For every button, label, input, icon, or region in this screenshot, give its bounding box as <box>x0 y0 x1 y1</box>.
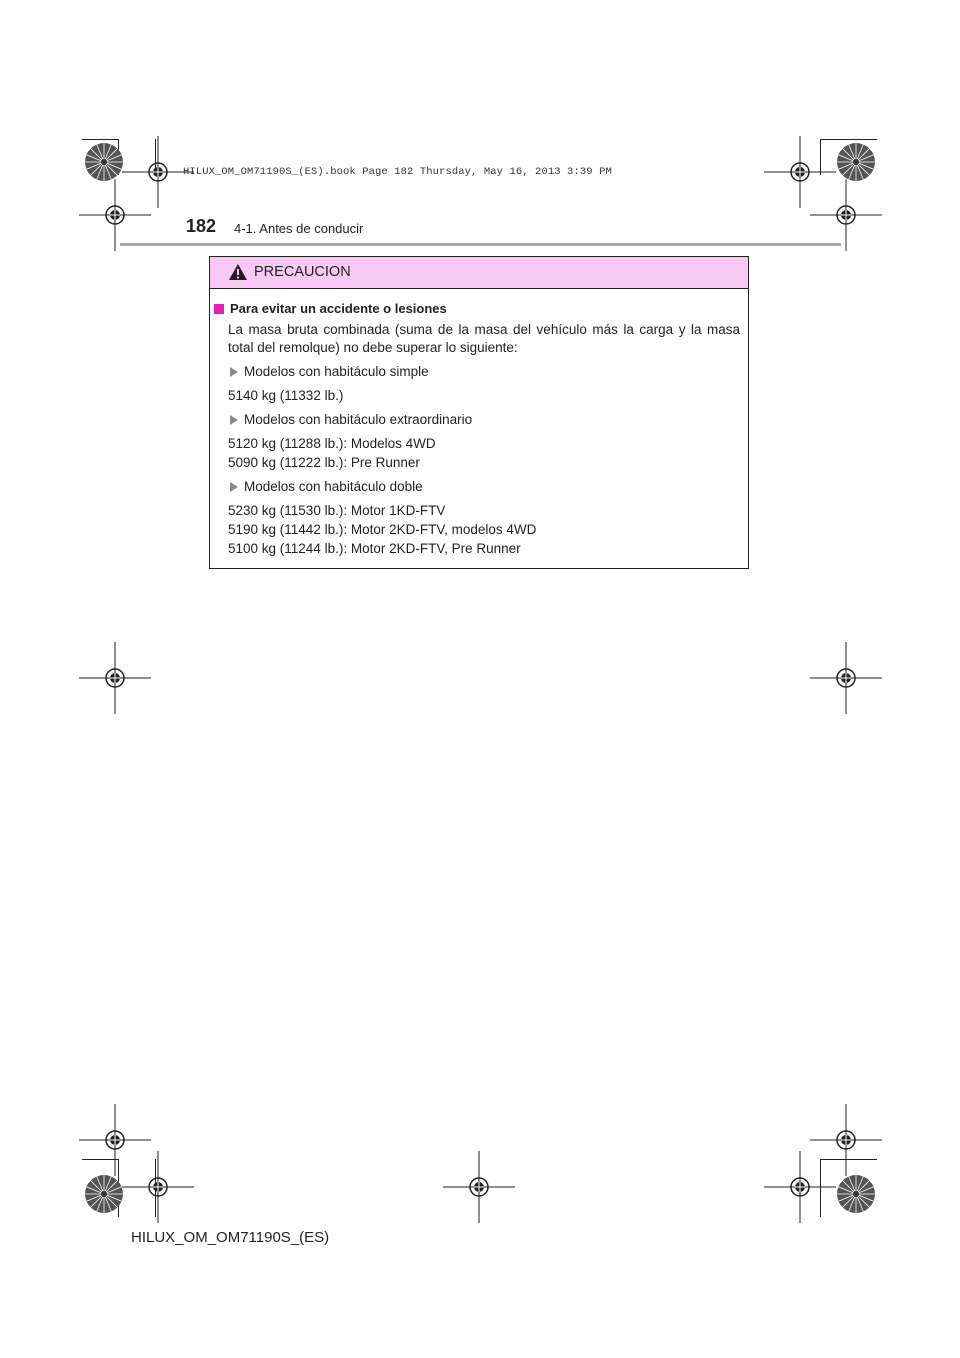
caution-box <box>209 256 749 569</box>
registration-mark-icon <box>764 136 836 208</box>
spec-line: 5120 kg (11288 lb.): Modelos 4WD <box>228 436 436 451</box>
registration-mark-icon <box>810 1104 882 1176</box>
footer-code: HILUX_OM_OM71190S_(ES) <box>131 1229 330 1246</box>
spec-line: 5100 kg (11244 lb.): Motor 2KD-FTV, Pre Runner <box>228 541 521 556</box>
triangle-bullet-icon <box>230 482 238 492</box>
list-item: Modelos con habitáculo extraordinario <box>228 411 472 429</box>
page-number: 182 <box>186 216 217 236</box>
spec-line: 5140 kg (11332 lb.) <box>228 388 344 403</box>
registration-mark-icon <box>810 642 882 714</box>
square-bullet-icon <box>214 304 224 314</box>
caution-heading: Para evitar un accidente o lesiones <box>214 300 447 318</box>
starburst-mark-icon <box>837 143 875 181</box>
spec-line: 5090 kg (11222 lb.): Pre Runner <box>228 455 420 470</box>
registration-mark-icon <box>810 179 882 251</box>
starburst-mark-icon <box>85 143 123 181</box>
registration-mark-icon <box>79 642 151 714</box>
warning-icon <box>228 263 248 281</box>
triangle-bullet-icon <box>230 367 238 377</box>
caution-title: PRECAUCION <box>254 264 351 280</box>
starburst-mark-icon <box>85 1175 123 1213</box>
registration-mark-icon <box>79 179 151 251</box>
spec-line: 5230 kg (11530 lb.): Motor 1KD-FTV <box>228 503 446 518</box>
list-item: Modelos con habitáculo doble <box>228 478 423 496</box>
caution-header <box>210 257 748 289</box>
print-stamp: HILUX_OM_OM71190S_(ES).book Page 182 Thursday, May 16, 2013 3:39 PM <box>183 166 612 178</box>
spec-line: 5190 kg (11442 lb.): Motor 2KD-FTV, modelos 4WD <box>228 522 537 537</box>
registration-mark-icon <box>122 1151 194 1223</box>
starburst-mark-icon <box>837 1175 875 1213</box>
registration-mark-icon <box>443 1151 515 1223</box>
header-rule <box>120 243 841 246</box>
intro-text: La masa bruta combinada (suma de la masa del vehículo más la carga y la masa total del remolque) no debe superar lo siguiente: <box>228 322 740 355</box>
section-title: 4-1. Antes de conducir <box>234 221 364 236</box>
registration-mark-icon <box>764 1151 836 1223</box>
list-item: Modelos con habitáculo simple <box>228 363 429 381</box>
triangle-bullet-icon <box>230 415 238 425</box>
registration-mark-icon <box>79 1104 151 1176</box>
